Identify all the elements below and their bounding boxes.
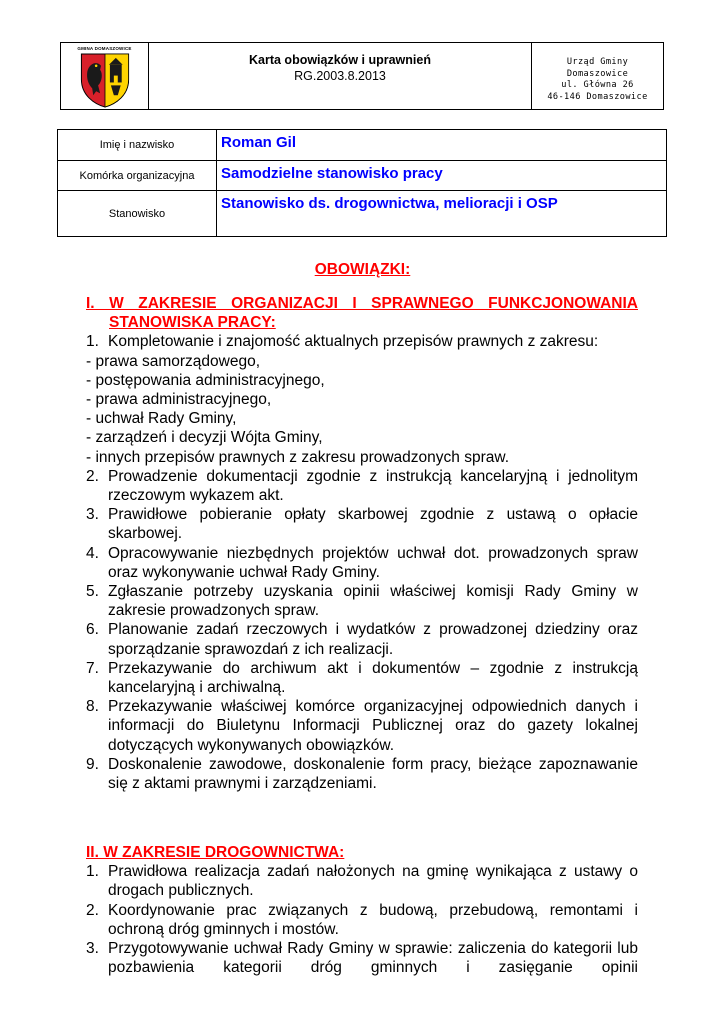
address-line: 46-146 Domaszowice [547, 91, 648, 102]
list-item [86, 505, 638, 543]
employee-info-table [57, 129, 667, 237]
document-title: Karta obowiązków i uprawnień [249, 53, 431, 67]
list-item [86, 332, 638, 351]
info-row-position [58, 191, 667, 237]
office-address [532, 43, 663, 109]
section-2-title: II. W ZAKRESIE DROGOWNICTWA: [86, 844, 345, 861]
dash-item: - zarządzeń i decyzji Wójta Gminy, [86, 429, 323, 447]
item-text: Prawidłowe pobieranie opłaty skarbowej zgodnie z ustawą o opłacie skarbowej. [108, 506, 638, 543]
item-text: Opracowywanie niezbędnych projektów uchwał dot. prowadzonych spraw oraz wykonywanie uchwał Rady Gminy. [108, 544, 638, 581]
address-line: Urząd Gminy [566, 57, 629, 67]
item-number: 6. [86, 621, 99, 639]
list-item [86, 659, 638, 697]
list-item [86, 544, 638, 582]
list-item [86, 862, 638, 900]
section-1-title: I. W ZAKRESIE ORGANIZACJI I SPRAWNEGO FUNKCJONOWANIA [86, 295, 638, 312]
dash-item: - innych przepisów prawnych z zakresu prowadzonych spraw. [86, 448, 509, 466]
item-text: Doskonalenie zawodowe, doskonalenie form pracy, bieżące zapoznawanie się z aktami prawnymi i zarządzeniami. [108, 755, 638, 793]
dash-item: - prawa administracyjnego, [86, 391, 272, 409]
item-number: 5. [86, 583, 99, 601]
info-row-name [58, 130, 667, 161]
title-cell [149, 43, 532, 109]
address-line: Domaszowice [566, 68, 629, 79]
list-item [86, 582, 638, 620]
dash-item: - uchwał Rady Gminy, [86, 410, 237, 428]
logo-caption: GMINA DOMASZOWICE [77, 46, 132, 51]
info-label: Stanowisko [58, 191, 217, 237]
list-item [86, 467, 638, 505]
list-item [86, 697, 638, 755]
position: Stanowisko ds. drogownictwa, melioracji i OSP [217, 191, 667, 237]
list-item [86, 939, 638, 977]
item-text: Przekazywanie właściwej komórce organizacyjnej odpowiednich danych i informacji do Biuletynu Informacji Publicznej oraz do gazety lokalnej dotyczących wykonywanych obowiązków. [108, 698, 638, 754]
item-text: Koordynowanie prac związanych z budową, przebudową, remontami i ochroną dróg gminnych i mostów. [108, 901, 638, 938]
info-label: Imię i nazwisko [58, 130, 217, 161]
item-number: 9. [86, 755, 99, 773]
coat-of-arms-icon [78, 52, 132, 109]
item-text: Planowanie zadań rzeczowych i wydatków z prowadzonej dziedziny oraz sporządzanie sprawozdań z ich realizacji. [108, 621, 638, 658]
item-text: Przekazywanie do archiwum akt i dokumentów – zgodnie z instrukcją kancelaryjną i archiwalną. [108, 659, 638, 697]
list-item [86, 755, 638, 793]
item-text: Zgłaszanie potrzeby uzyskania opinii właściwej komisji Rady Gminy w zakresie prowadzonych spraw. [108, 583, 638, 620]
section-organization [86, 294, 638, 793]
list-item [86, 620, 638, 658]
item-text: Prowadzenie dokumentacji zgodnie z instrukcją kancelaryjną i jednolitym rzeczowym wykazem akt. [108, 467, 638, 505]
item-number: 1. [86, 333, 99, 351]
item-number: 8. [86, 698, 99, 716]
info-row-unit [58, 161, 667, 191]
item-number: 3. [86, 940, 99, 958]
item-number: 2. [86, 901, 99, 919]
organizational-unit: Samodzielne stanowisko pracy [217, 161, 667, 191]
logo-cell [61, 43, 149, 109]
item-text: Kompletowanie i znajomość aktualnych przepisów prawnych z zakresu: [108, 333, 599, 351]
item-number: 3. [86, 506, 99, 524]
employee-name: Roman Gil [217, 130, 667, 161]
item-number: 1. [86, 863, 99, 881]
info-label: Komórka organizacyjna [58, 161, 217, 191]
duties-heading: OBOWIĄZKI: [314, 261, 411, 278]
item-number: 4. [86, 544, 99, 562]
section-roads [86, 843, 638, 977]
dash-item: - prawa samorządowego, [86, 352, 261, 370]
document-header [60, 42, 664, 110]
list-item [86, 901, 638, 939]
section-1-title-cont: STANOWISKA PRACY: [109, 314, 276, 332]
item-number: 2. [86, 467, 99, 485]
address-line: ul. Główna 26 [561, 80, 634, 90]
item-number: 7. [86, 659, 99, 677]
document-reference: RG.2003.8.2013 [294, 69, 386, 83]
item-text: Przygotowywanie uchwał Rady Gminy w sprawie: zaliczenia do kategorii lub pozbawienia kategorii dróg gminnych i zasięganie opinii [108, 940, 638, 977]
item-text: Prawidłowa realizacja zadań nałożonych na gminę wynikająca z ustawy o drogach publicznych. [108, 863, 638, 900]
dash-item: - postępowania administracyjnego, [86, 371, 325, 389]
